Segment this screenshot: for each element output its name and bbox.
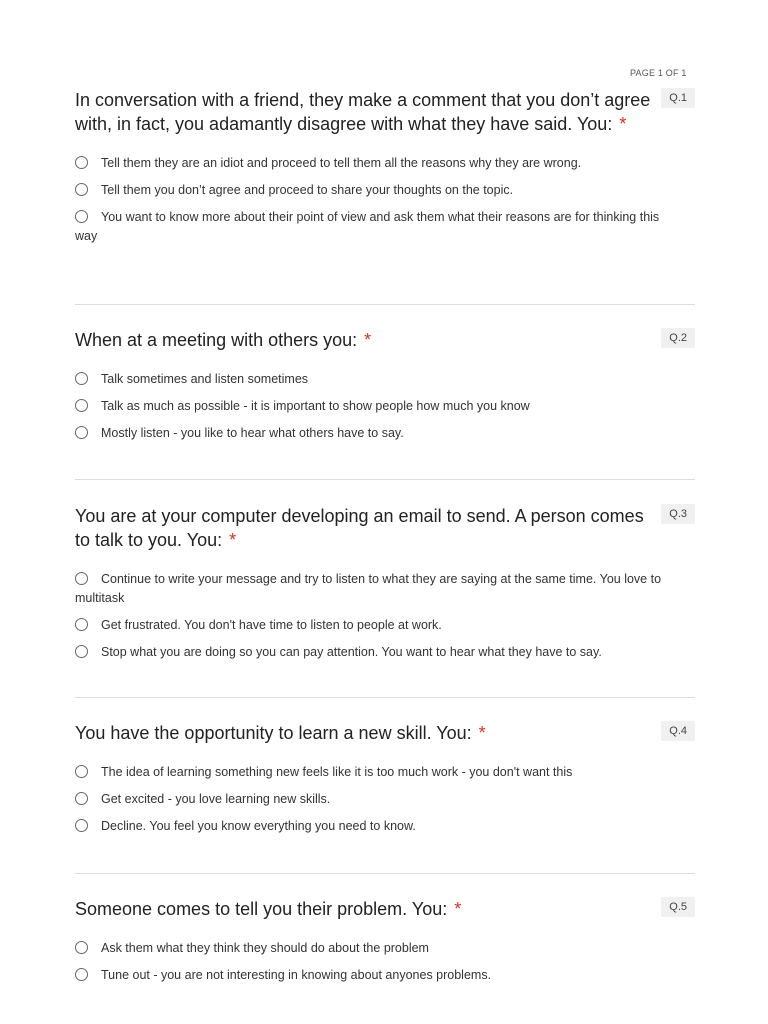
divider [75,304,695,305]
answer-option[interactable]: Tell them you don’t agree and proceed to share your thoughts on the topic. [75,181,695,200]
answer-option[interactable]: Tell them they are an idiot and proceed to tell them all the reasons why they are wrong. [75,154,695,173]
question-2 [75,328,695,451]
required-asterisk: * [454,899,462,919]
question-number: Q.1 [661,88,695,108]
radio-button[interactable] [75,399,88,412]
answer-option[interactable]: Continue to write your message and try to listen to what they are saying at the same time. You love to multitask [75,572,662,605]
answer-option[interactable]: Mostly listen - you like to hear what others have to say. [75,424,695,443]
answer-option[interactable]: Get excited - you love learning new skills. [75,790,695,809]
radio-button[interactable] [75,645,88,658]
radio-button[interactable] [75,765,88,778]
radio-button[interactable] [75,819,88,832]
answer-option[interactable]: Decline. You feel you know everything you need to know. [75,817,695,836]
question-number: Q.2 [661,328,695,348]
answer-option[interactable]: Tune out - you are not interesting in knowing about anyones problems. [75,966,695,985]
question-title: Someone comes to tell you their problem. You: * [75,899,462,919]
question-number: Q.3 [661,504,695,524]
question-title: In conversation with a friend, they make a comment that you don’t agree with, in fact, you adamantly disagree with what they have said. You: * [75,90,651,134]
answer-option[interactable]: Talk sometimes and listen sometimes [75,370,695,389]
radio-button[interactable] [75,792,88,805]
question-5 [75,897,695,993]
divider [75,697,695,698]
radio-button[interactable] [75,426,88,439]
page-indicator: PAGE 1 OF 1 [630,68,687,78]
radio-button[interactable] [75,968,88,981]
required-asterisk: * [619,114,627,134]
question-3 [75,504,695,670]
answer-option[interactable]: Get frustrated. You don't have time to listen to people at work. [75,616,695,635]
question-title: You have the opportunity to learn a new skill. You: * [75,723,486,743]
radio-button[interactable] [75,941,88,954]
divider [75,873,695,874]
answer-option[interactable]: Stop what you are doing so you can pay attention. You want to hear what they have to say. [75,643,695,662]
radio-button[interactable] [75,618,88,631]
required-asterisk: * [364,330,372,350]
answer-option[interactable]: The idea of learning something new feels like it is too much work - you don't want this [75,763,695,782]
radio-button[interactable] [75,372,88,385]
answer-option[interactable]: Ask them what they think they should do about the problem [75,939,695,958]
answer-option[interactable]: Talk as much as possible - it is important to show people how much you know [75,397,695,416]
question-1 [75,88,695,254]
question-title: You are at your computer developing an email to send. A person comes to talk to you. You: * [75,506,644,550]
answer-option[interactable]: You want to know more about their point of view and ask them what their reasons are for thinking this way [75,210,660,243]
question-4 [75,721,695,844]
radio-button[interactable] [75,210,88,223]
radio-button[interactable] [75,156,88,169]
radio-button[interactable] [75,572,88,585]
question-number: Q.4 [661,721,695,741]
question-title: When at a meeting with others you: * [75,330,372,350]
required-asterisk: * [229,530,237,550]
radio-button[interactable] [75,183,88,196]
divider [75,479,695,480]
required-asterisk: * [478,723,486,743]
question-number: Q.5 [661,897,695,917]
